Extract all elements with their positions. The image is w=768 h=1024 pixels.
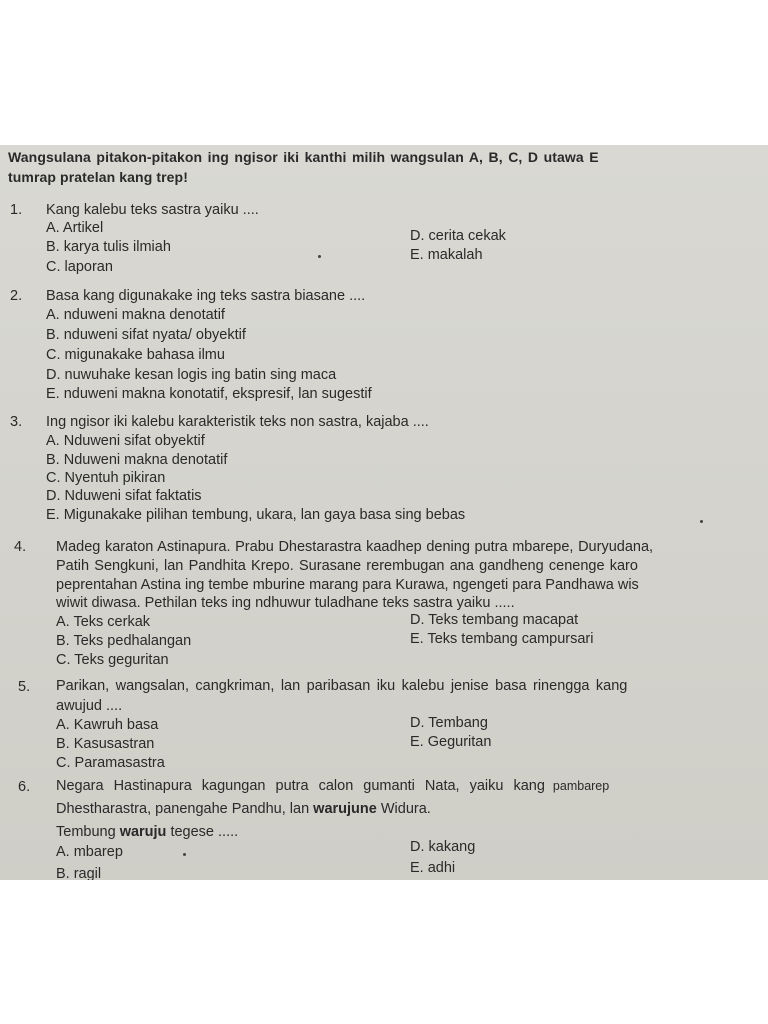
question-5-option-b: B. Kasusastran [56, 736, 155, 752]
question-4-option-e: E. Teks tembang campursari [410, 631, 594, 647]
question-1-option-c: C. laporan [46, 259, 113, 275]
question-3-option-d: D. Nduweni sifat faktatis [46, 488, 202, 504]
question-4-line-2: Patih Sengkuni, lan Pandhita Krepo. Surasane rerembugan ana gandheng cenenge karo [56, 558, 638, 574]
question-6-option-a: A. mbarep [56, 844, 123, 860]
question-6-line-1-tail: pambarep [552, 779, 610, 793]
question-5-option-e: E. Geguritan [410, 734, 492, 750]
question-4-line-4: wiwit diwasa. Pethilan teks ing ndhuwur tuladhane teks sastra yaiku ..... [56, 595, 515, 611]
question-5-option-d: D. Tembang [410, 715, 488, 731]
worksheet-photo [0, 145, 768, 880]
question-1-option-b: B. karya tulis ilmiah [46, 239, 171, 255]
question-6-line-3-bold: waruju [119, 824, 167, 840]
question-2-option-a: A. nduweni makna denotatif [46, 307, 225, 323]
question-5-line-1: Parikan, wangsalan, cangkriman, lan paribasan iku kalebu jenise basa rinengga kang [56, 678, 628, 694]
question-2-number: 2. [10, 288, 23, 304]
question-1-text: Kang kalebu teks sastra yaiku .... [46, 202, 259, 218]
question-6-option-e: E. adhi [410, 860, 456, 876]
question-6-line-1 [56, 778, 609, 795]
question-4-option-a: A. Teks cerkak [56, 614, 151, 630]
question-3-option-e: E. Migunakake pilihan tembung, ukara, lan gaya basa sing bebas [46, 507, 466, 523]
question-5-option-c: C. Paramasastra [56, 755, 165, 771]
question-1-option-d: D. cerita cekak [410, 228, 506, 244]
question-4-option-b: B. Teks pedhalangan [56, 633, 192, 649]
question-6-option-b: B. ragil [56, 866, 102, 880]
question-3-number: 3. [10, 414, 23, 430]
question-3-text: Ing ngisor iki kalebu karakteristik teks non sastra, kajaba .... [46, 414, 429, 430]
question-1-option-a: A. Artikel [46, 220, 104, 236]
question-2-option-d: D. nuwuhake kesan logis ing batin sing maca [46, 367, 337, 383]
question-4-number: 4. [14, 539, 27, 555]
question-4-option-d: D. Teks tembang macapat [410, 612, 579, 628]
question-6-line-2-bold: warujune [313, 801, 377, 817]
question-6-number: 6. [18, 779, 31, 795]
question-1-number: 1. [10, 202, 23, 218]
question-6-line-3-post: tegese ..... [166, 824, 239, 840]
question-2-option-c: C. migunakake bahasa ilmu [46, 347, 225, 363]
paper-speck [183, 853, 186, 856]
question-3-option-a: A. Nduweni sifat obyektif [46, 433, 205, 449]
question-5-option-a: A. Kawruh basa [56, 717, 159, 733]
question-4-line-3: peprentahan Astina ing tembe mburine marang para Kurawa, ngengeti para Pandhawa wis [56, 577, 639, 593]
question-5-line-2: awujud .... [56, 698, 123, 714]
instructions-line-2: tumrap pratelan kang trep! [8, 169, 188, 185]
question-6-line-1-text: Negara Hastinapura kagungan putra calon gumanti Nata, yaiku kang [56, 778, 545, 794]
question-4-option-c: C. Teks geguritan [56, 652, 169, 668]
question-5-number: 5. [18, 679, 31, 695]
question-6-line-3 [56, 824, 238, 841]
question-1-option-e: E. makalah [410, 247, 483, 263]
instructions-line-1: Wangsulana pitakon-pitakon ing ngisor iki kanthi milih wangsulan A, B, C, D utawa E [8, 149, 599, 165]
question-2-text: Basa kang digunakake ing teks sastra biasane .... [46, 288, 366, 304]
question-6-line-2-pre: Dhestharastra, panengahe Pandhu, lan [56, 801, 314, 817]
question-6-line-3-pre: Tembung [56, 824, 120, 840]
question-2-option-e: E. nduweni makna konotatif, ekspresif, lan sugestif [46, 386, 372, 402]
paper-speck [700, 520, 703, 523]
question-6-line-2-post: Widura. [376, 801, 431, 817]
paper-speck [318, 255, 321, 258]
question-6-option-d: D. kakang [410, 839, 476, 855]
question-6-line-2 [56, 801, 431, 818]
question-3-option-c: C. Nyentuh pikiran [46, 470, 166, 486]
question-2-option-b: B. nduweni sifat nyata/ obyektif [46, 327, 246, 343]
question-3-option-b: B. Nduweni makna denotatif [46, 452, 228, 468]
question-4-line-1: Madeg karaton Astinapura. Prabu Dhestarastra kaadhep dening putra mbarepe, Duryudana, [56, 539, 654, 555]
